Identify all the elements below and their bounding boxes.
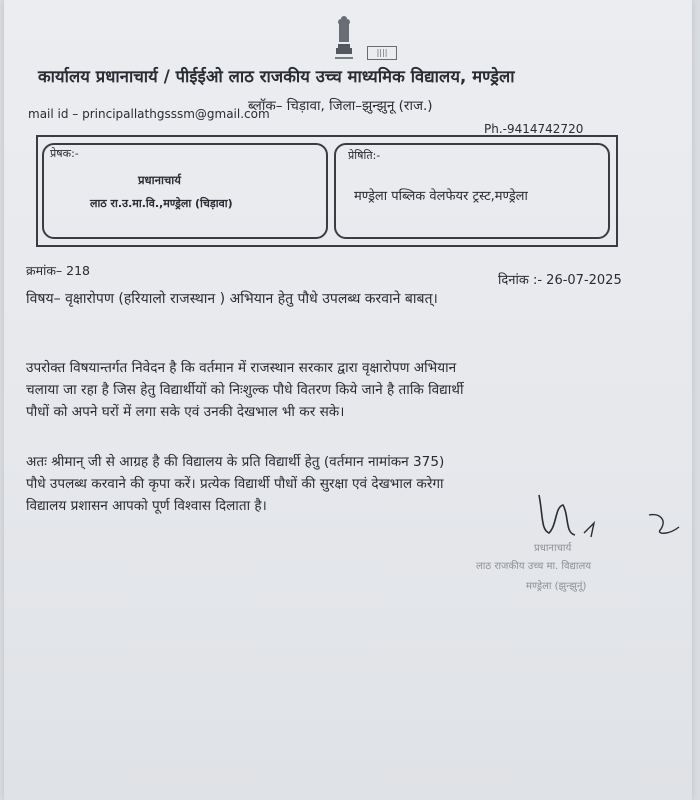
emblem-tag: |||| — [367, 46, 397, 60]
national-emblem-icon — [329, 14, 359, 64]
letter-date: दिनांक :- 26-07-2025 — [498, 273, 622, 288]
email-line: mail id – principallathgsssm@gmail.com — [28, 107, 270, 121]
recipient-label: प्रेषिति:- — [348, 149, 381, 162]
office-title: कार्यालय प्रधानाचार्य / पीईईओ लाठ राजकीय उच्च माध्यमिक विद्यालय, मण्ड्रेला — [38, 67, 515, 86]
paragraph-line: पौधों को अपने घरों में लगा सके एवं उनकी देखभाल भी कर सके। — [26, 404, 345, 420]
paragraph-line: विद्यालय प्रशासन आपको पूर्ण विश्वास दिलाता है। — [26, 498, 267, 514]
reference-number: क्रमांक– 218 — [26, 263, 90, 278]
phone-line: Ph.-9414742720 — [484, 122, 584, 136]
block-district-line: ब्लॉक– चिड़ावा, जिला–झुन्झुनू (राज.) — [248, 98, 433, 114]
letter-sheet — [4, 0, 692, 800]
seal-school: लाठ राजकीय उच्च मा. विद्यालय — [476, 561, 592, 572]
seal-title: प्रधानाचार्य — [534, 543, 572, 554]
recipient-name: मण्ड्रेला पब्लिक वेलफेयर ट्रस्ट,मण्ड्रेला — [354, 189, 528, 204]
sender-name: प्रधानाचार्य — [138, 173, 181, 187]
sender-label: प्रेषक:- — [50, 147, 79, 160]
paragraph-line: चलाया जा रहा है जिस हेतु विद्यार्थीयों को निःशुल्क पौधे वितरण किये जाने है ताकि विद्यार्थी — [26, 382, 464, 398]
sender-school: लाठ रा.उ.मा.वि.,मण्ड्रेला (चिड़ावा) — [90, 197, 233, 210]
sender-box — [42, 143, 328, 239]
subject-line: विषय– वृक्षारोपण (हरियालो राजस्थान ) अभियान हेतु पौधे उपलब्ध करवाने बाबत्। — [26, 291, 438, 307]
paragraph-line: पौधे उपलब्ध करवाने की कृपा करें। प्रत्येक विद्यार्थी पौधों की सुरक्षा एवं देखभाल करेगा — [26, 476, 444, 492]
paragraph-line: अतः श्रीमान् जी से आग्रह है की विद्यालय के प्रति विद्यार्थी हेतु (वर्तमान नामांकन 375) — [26, 454, 445, 470]
paragraph-line: उपरोक्त विषयान्तर्गत निवेदन है कि वर्तमान में राजस्थान सरकार द्वारा वृक्षारोपण अभियान — [26, 360, 457, 376]
paragraph-1 — [26, 358, 676, 424]
seal-place: मण्ड्रेला (झुन्झुनूं) — [526, 581, 587, 592]
